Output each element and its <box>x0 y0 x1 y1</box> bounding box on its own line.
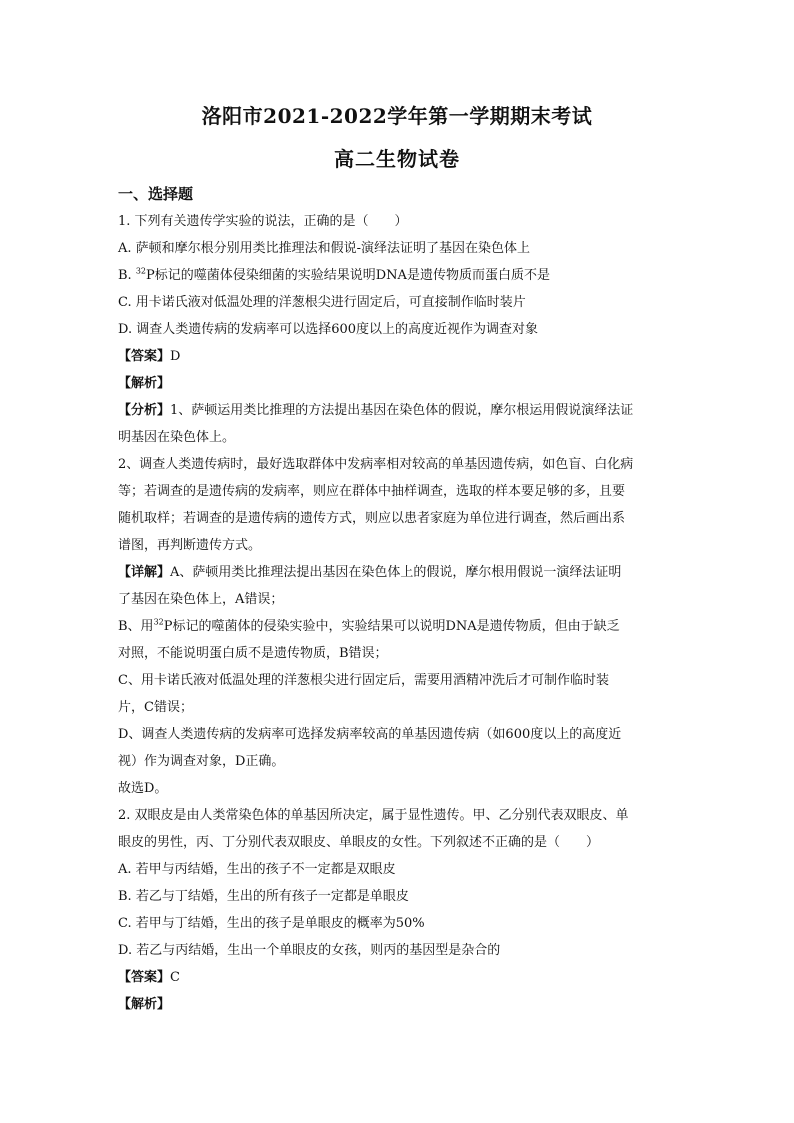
q1-fenxi-2a: 2、调查人类遗传病时，最好选取群体中发病率相对较高的单基因遗传病，如色盲、白化病 <box>118 457 634 472</box>
document-body <box>118 180 678 1018</box>
q2-stem-1: 2. 双眼皮是由人类常染色体的单基因所决定，属于显性遗传。甲、乙分别代表双眼皮、单 <box>118 808 629 823</box>
q1-fenxi-2d: 谱图，再判断遗传方式。 <box>118 538 262 553</box>
q1-fenxi-2c: 随机取样；若调查的是遗传病的遗传方式，则应以患者家庭为单位进行调查，然后画出系 <box>118 511 626 526</box>
q2-option-d: D. 若乙与丙结婚，生出一个单眼皮的女孩，则丙的基因型是杂合的 <box>118 943 501 958</box>
fenxi-text: 1、萨顿运用类比推理的方法提出基因在染色体的假说，摩尔根运用假说演绎法证 <box>170 403 634 418</box>
xiangjie-tag: 【详解】 <box>118 565 171 580</box>
q1-answer <box>118 343 678 370</box>
q1-analysis-heading: 【解析】 <box>118 376 171 391</box>
q1-xiangjie-a1 <box>118 559 678 586</box>
q2-option-c: C. 若甲与丁结婚，生出的孩子是单眼皮的概率为50% <box>118 916 425 931</box>
q1-fenxi-1b: 明基因在染色体上。 <box>118 430 236 445</box>
q1-xiangjie-d1: D、调查人类遗传病的发病率可选择发病率较高的单基因遗传病（如600度以上的高度近 <box>118 727 622 742</box>
q1-xiangjie-b1 <box>118 613 678 640</box>
q1-xiangjie-a2: 了基因在染色体上，A错误； <box>118 592 284 607</box>
q1-option-b <box>118 262 678 289</box>
q1-option-b-prefix: B. <box>118 268 136 283</box>
section-heading: 一、选择题 <box>118 185 194 203</box>
xiangjie-b-text: P标记的噬菌体的侵染实验中，实验结果可以说明DNA是遗传物质，但由于缺乏 <box>163 619 620 634</box>
exam-title: 洛阳市2021-2022学年第一学期期末考试 <box>201 104 593 128</box>
answer-value: C <box>170 970 180 985</box>
q2-answer <box>118 964 678 991</box>
q1-xiangjie-c1: C、用卡诺氏液对低温处理的洋葱根尖进行固定后，需要用酒精冲洗后才可制作临时装 <box>118 673 609 688</box>
q1-option-b-sup: 32 <box>135 266 147 276</box>
q1-xiangjie-d2: 视）作为调查对象，D正确。 <box>118 754 285 769</box>
q1-option-b-text: P标记的噬菌体侵染细菌的实验结果说明DNA是遗传物质而蛋白质不是 <box>146 268 550 283</box>
q2-option-b: B. 若乙与丁结婚，生出的所有孩子一定都是单眼皮 <box>118 889 409 904</box>
q1-stem: 1. 下列有关遗传学实验的说法，正确的是（ ） <box>118 214 408 229</box>
q2-option-a: A. 若甲与丙结婚，生出的孩子不一定都是双眼皮 <box>118 862 396 877</box>
q1-option-c: C. 用卡诺氏液对低温处理的洋葱根尖进行固定后，可直接制作临时装片 <box>118 295 526 310</box>
q1-option-a: A. 萨顿和摩尔根分别用类比推理法和假说-演绎法证明了基因在染色体上 <box>118 241 531 256</box>
xiangjie-b-prefix: B、用 <box>118 619 154 634</box>
xiangjie-text: A、萨顿用类比推理法提出基因在染色体上的假说，摩尔根用假说一演绎法证明 <box>170 565 622 580</box>
answer-tag: 【答案】 <box>118 970 171 985</box>
answer-tag: 【答案】 <box>118 349 171 364</box>
q1-xiangjie-c2: 片，C错误； <box>118 700 193 715</box>
q2-analysis-heading: 【解析】 <box>118 997 171 1012</box>
xiangjie-b-sup: 32 <box>153 617 164 627</box>
fenxi-tag: 【分析】 <box>118 403 171 418</box>
q2-stem-2: 眼皮的男性，丙、丁分别代表双眼皮、单眼皮的女性。下列叙述不正确的是（ ） <box>118 835 600 850</box>
q1-option-d: D. 调查人类遗传病的发病率可以选择600度以上的高度近视作为调查对象 <box>118 322 539 337</box>
q1-fenxi-1a <box>118 397 678 424</box>
q1-fenxi-2b: 等；若调查的是遗传病的发病率，则应在群体中抽样调查，选取的样本要足够的多，且要 <box>118 484 626 499</box>
q1-conclusion: 故选D。 <box>118 781 168 796</box>
exam-subtitle: 高二生物试卷 <box>334 147 460 171</box>
q1-xiangjie-b2: 对照，不能说明蛋白质不是遗传物质，B错误； <box>118 646 388 661</box>
answer-value: D <box>170 349 181 364</box>
